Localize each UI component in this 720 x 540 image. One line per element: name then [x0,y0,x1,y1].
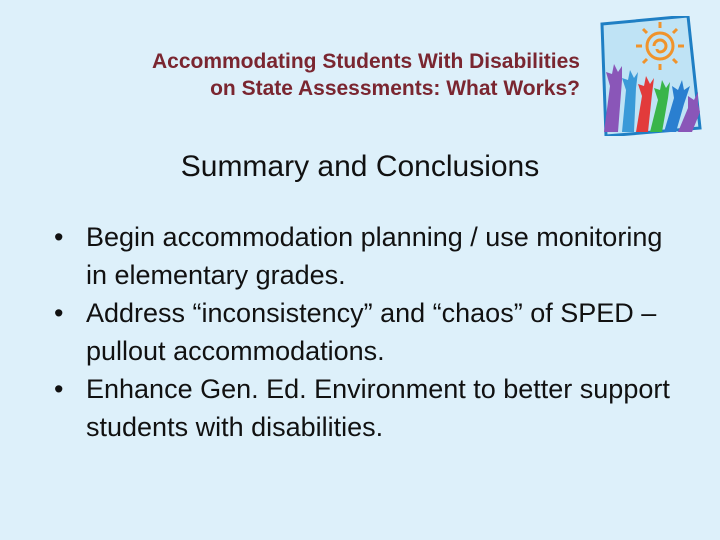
bullet-list [40,218,680,446]
bullet-dot-icon: • [54,222,64,252]
raised-hands-sun-logo-icon [596,16,706,136]
banner-title-line-1: Accommodating Students With Disabilities [151,50,580,73]
bullet-text: Address “inconsistency” and “chaos” of SPED – pullout accommodations. [86,298,657,366]
bullet-dot-icon: • [54,298,64,328]
banner-title [100,48,580,102]
slide-title: Summary and Conclusions [180,150,540,183]
list-item [40,218,680,294]
bullet-dot-icon: • [54,374,64,404]
bullet-text: Begin accommodation planning / use monitoring in elementary grades. [86,222,663,290]
list-item [40,294,680,370]
list-item [40,370,680,446]
banner-title-line-2: on State Assessments: What Works? [210,77,580,100]
bullet-text: Enhance Gen. Ed. Environment to better support students with disabilities. [86,374,670,442]
